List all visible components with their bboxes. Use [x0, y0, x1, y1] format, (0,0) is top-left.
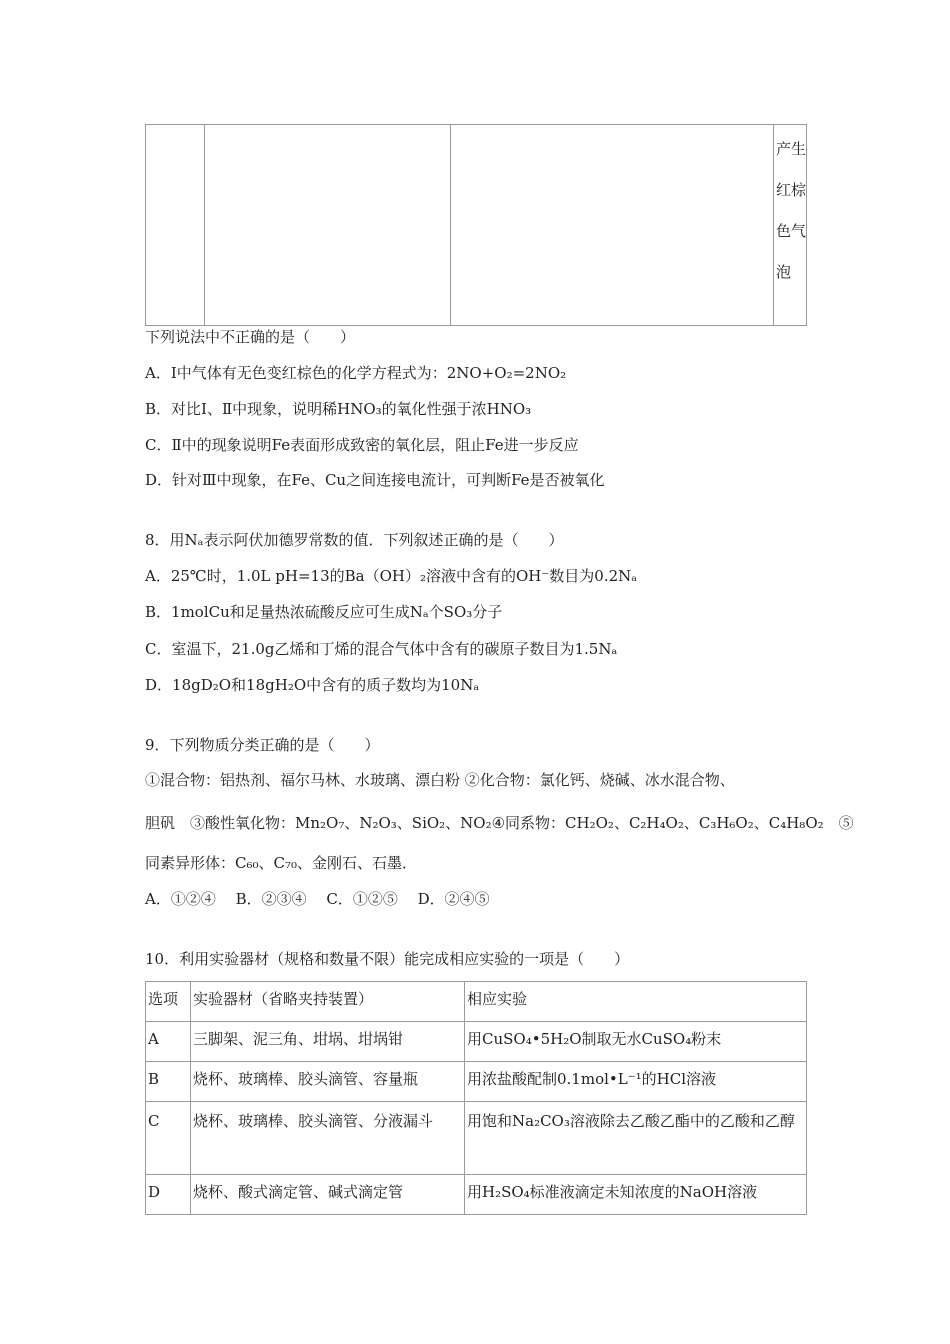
table-cell: [451, 125, 774, 326]
experiment-table-fragment: [145, 124, 807, 326]
table-cell: 用CuSO₄•5H₂O制取无水CuSO₄粉末: [465, 1022, 807, 1062]
table-row: [146, 1175, 807, 1215]
q7-stem: 下列说法中不正确的是（ ）: [145, 328, 356, 346]
table-cell: 烧杯、玻璃棒、胶头滴管、分液漏斗: [191, 1102, 465, 1175]
q10-stem: 10．利用实验器材（规格和数量不限）能完成相应实验的一项是（ ）: [145, 950, 630, 968]
header-cell: 相应实验: [465, 982, 807, 1022]
table-cell: 烧杯、酸式滴定管、碱式滴定管: [191, 1175, 465, 1215]
table-cell: B: [146, 1062, 191, 1102]
table-cell-phenomenon: 产生 红棕 色气 泡: [774, 125, 807, 326]
table-cell: D: [146, 1175, 191, 1215]
q7-option-d: D．针对Ⅲ中现象，在Fe、Cu之间连接电流计，可判断Fe是否被氧化: [145, 471, 605, 489]
q9-body-line: 胆矾 ③酸性氧化物：Mn₂O₇、N₂O₃、SiO₂、NO₂④同系物：CH₂O₂、C₂H₄O₂、C₃H₆O₂、C₄H₈O₂ ⑤: [145, 814, 854, 832]
table-row: [146, 1022, 807, 1062]
table-row: [146, 1102, 807, 1175]
table-cell: A: [146, 1022, 191, 1062]
q9-body-line: 同素异形体：C₆₀、C₇₀、金刚石、石墨．: [145, 854, 418, 872]
table-cell: [146, 125, 205, 326]
table-cell: 用浓盐酸配制0.1mol•L⁻¹的HCl溶液: [465, 1062, 807, 1102]
q8-option-a: A．25℃时，1.0L pH=13的Ba（OH）₂溶液中含有的OH⁻数目为0.2Nₐ: [145, 567, 638, 585]
table-cell: C: [146, 1102, 191, 1175]
q10-table: [145, 981, 807, 1215]
q8-option-b: B．1molCu和足量热浓硫酸反应可生成Nₐ个SO₃分子: [145, 603, 503, 621]
table-cell: 烧杯、玻璃棒、胶头滴管、容量瓶: [191, 1062, 465, 1102]
q9-options: A．①②④ B．②③④ C．①②⑤ D．②④⑤: [145, 890, 490, 908]
table-row: [146, 1062, 807, 1102]
table-cell: 用H₂SO₄标准液滴定未知浓度的NaOH溶液: [465, 1175, 807, 1215]
q7-option-c: C．Ⅱ中的现象说明Fe表面形成致密的氧化层，阻止Fe进一步反应: [145, 436, 579, 454]
q8-stem: 8．用Nₐ表示阿伏加德罗常数的值．下列叙述正确的是（ ）: [145, 531, 564, 549]
table-header-row: [146, 982, 807, 1022]
q9-body-line: ①混合物：铝热剂、福尔马林、水玻璃、漂白粉 ②化合物：氯化钙、烧碱、冰水混合物、: [145, 771, 735, 789]
table-cell: 三脚架、泥三角、坩埚、坩埚钳: [191, 1022, 465, 1062]
header-cell: 实验器材（省略夹持装置）: [191, 982, 465, 1022]
q8-option-d: D．18gD₂O和18gH₂O中含有的质子数均为10Nₐ: [145, 676, 480, 694]
table-cell: [205, 125, 451, 326]
q7-option-a: A．Ⅰ中气体有无色变红棕色的化学方程式为：2NO+O₂=2NO₂: [145, 364, 567, 382]
q9-stem: 9．下列物质分类正确的是（ ）: [145, 736, 380, 754]
q7-option-b: B．对比Ⅰ、Ⅱ中现象，说明稀HNO₃的氧化性强于浓HNO₃: [145, 400, 532, 418]
header-cell: 选项: [146, 982, 191, 1022]
q8-option-c: C．室温下，21.0g乙烯和丁烯的混合气体中含有的碳原子数目为1.5Nₐ: [145, 640, 618, 658]
table-cell: 用饱和Na₂CO₃溶液除去乙酸乙酯中的乙酸和乙醇: [465, 1102, 807, 1175]
